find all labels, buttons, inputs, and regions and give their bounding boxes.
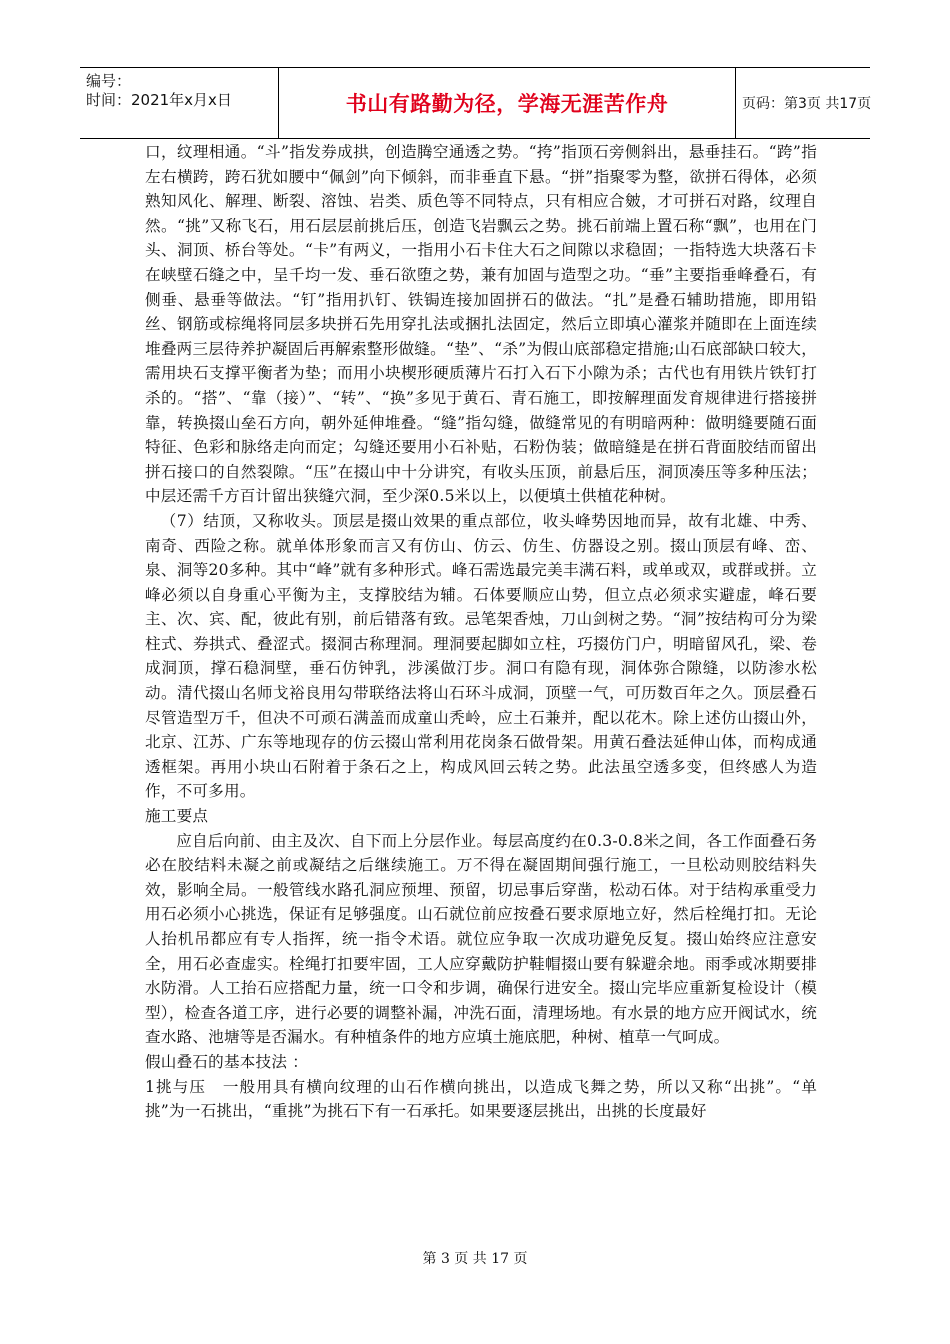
page-header: [80, 67, 870, 139]
body-paragraph: （7）结顶，又称收头。顶层是掇山效果的重点部位，收头峰势因地而异，故有北雄、中秀、南奇、西险之称。就单体形象而言又有仿山、仿云、仿生、仿器设之别。掇山顶层有峰、峦、泉、洞等20多种。其中“峰”就有多种形式。峰石需选最完美丰满石料，或单或双，或群或拼。立峰必须以自身重心平衡为主，支撑胶结为辅。石体要顺应山势，但立点必须求实避虚，峰石要主、次、宾、配，彼此有别，前后错落有致。忌笔架香烛，刀山剑树之势。“洞”按结构可分为梁柱式、券拱式、叠涩式。掇洞古称理洞。理洞要起脚如立柱，巧掇仿门户，明暗留风孔，梁、卷成洞顶，撑石稳洞壁，垂石仿钟乳，涉溪做汀步。洞口有隐有现，洞体弥合隙缝，以防渗水松动。清代掇山名师戈裕良用勾带联络法将山石环斗成洞，顶壁一气，可历数百年之久。顶层叠石尽管造型万千，但决不可顽石满盖而成童山秃岭，应土石兼并，配以花木。除上述仿山掇山外，北京、江苏、广东等地现存的仿云掇山常利用花岗条石做骨架。用黄石叠法延伸山体，而构成通透框架。再用小块山石附着于条石之上，构成风回云转之势。此法虽空透多变，但终感人为造作，不可多用。: [145, 511, 817, 801]
page-footer: 第 3 页 共 17 页: [422, 1251, 528, 1267]
header-page-cell: [736, 68, 876, 138]
document-time-label: 时间：2021年x月x日: [86, 91, 232, 109]
section-heading: 假山叠石的基本技法 ：: [145, 1052, 309, 1071]
document-body: [145, 140, 817, 1124]
header-page-number: 页码：第3页 共17页: [742, 96, 872, 112]
header-meta-cell: [80, 68, 279, 138]
body-paragraph: 1挑与压 一般用具有横向纹理的山石作横向挑出，以造成飞舞之势，所以又称“出挑”。“单挑”为一石挑出，“重挑”为挑石下有一石承托。如果要逐层挑出，出挑的长度最好: [145, 1077, 817, 1121]
section-heading: 施工要点: [145, 807, 209, 826]
body-paragraph: 口，纹理相通。“斗”指发券成拱，创造腾空通透之势。“挎”指顶石旁侧斜出，悬垂挂石。“跨”指左右横跨，跨石犹如腰中“佩剑”向下倾斜，而非垂直下悬。“拼”指聚零为整，欲拼石得体，必须熟知风化、解理、断裂、溶蚀、岩类、质色等不同特点，只有相应合皴，才可拼石对路，纹理自然。“挑”又称飞石，用石层层前挑后压，创造飞岩飘云之势。挑石前端上置石称“飘”，也用在门头、洞顶、桥台等处。“卡”有两义，一指用小石卡住大石之间隙以求稳固；一指特选大块落石卡在峡壁石缝之中，呈千均一发、垂石欲堕之势，兼有加固与造型之功。“垂”主要指垂峰叠石，有侧垂、悬垂等做法。“钉”指用扒钉、铁锔连接加固拼石的做法。“扎”是叠石辅助措施，即用铅丝、钢筋或棕绳将同层多块拼石先用穿扎法或捆扎法固定，然后立即填心灌浆并随即在上面连续堆叠两三层待养护凝固后再解索整形做缝。“垫”、“杀”为假山底部稳定措施;山石底部缺口较大，需用块石支撑平衡者为垫；而用小块楔形硬质薄片石打入石下小隙为杀；古代也有用铁片铁钉打杀的。“搭”、“靠（接）”、“转”、“换”多见于黄石、青石施工，即按解理面发育规律进行搭接拼靠，转换掇山垒石方向，朝外延伸堆叠。“缝”指勾缝，做缝常见的有明暗两种：做明缝要随石面特征、色彩和脉络走向而定；勾缝还要用小石补贴，石粉伪装；做暗缝是在拼石背面胶结而留出拼石接口的自然裂隙。“压”在掇山中十分讲究，有收头压顶，前悬后压，洞顶凑压等多种压法；中层还需千方百计留出狭缝穴洞，至少深0.5米以上，以便填土供植花种树。: [145, 143, 817, 506]
document-number-label: 编号：: [86, 72, 132, 90]
body-paragraph: 应自后向前、由主及次、自下而上分层作业。每层高度约在0.3-0.8米之间，各工作面叠石务必在胶结料未凝之前或凝结之后继续施工。万不得在凝固期间强行施工，一旦松动则胶结料失效，影响全局。一般管线水路孔洞应预埋、预留，切忌事后穿凿，松动石体。对于结构承重受力用石必须小心挑选，保证有足够强度。山石就位前应按叠石要求原地立好，然后栓绳打扣。无论人抬机吊都应有专人指挥，统一指令术语。就位应争取一次成功避免反复。掇山始终应注意安全，用石必查虚实。栓绳打扣要牢固，工人应穿戴防护鞋帽掇山要有躲避余地。雨季或冰期要排水防滑。人工抬石应搭配力量，统一口令和步调，确保行进安全。掇山完毕应重新复检设计（模型），检查各道工序，进行必要的调整补漏，冲洗石面，清理场地。有水景的地方应开阀试水，统查水路、池塘等是否漏水。有种植条件的地方应填土施底肥，种树、植草一气呵成。: [145, 831, 817, 1047]
header-motto: 书山有路勤为径，学海无涯苦作舟: [345, 92, 669, 116]
header-motto-cell: [279, 68, 736, 138]
